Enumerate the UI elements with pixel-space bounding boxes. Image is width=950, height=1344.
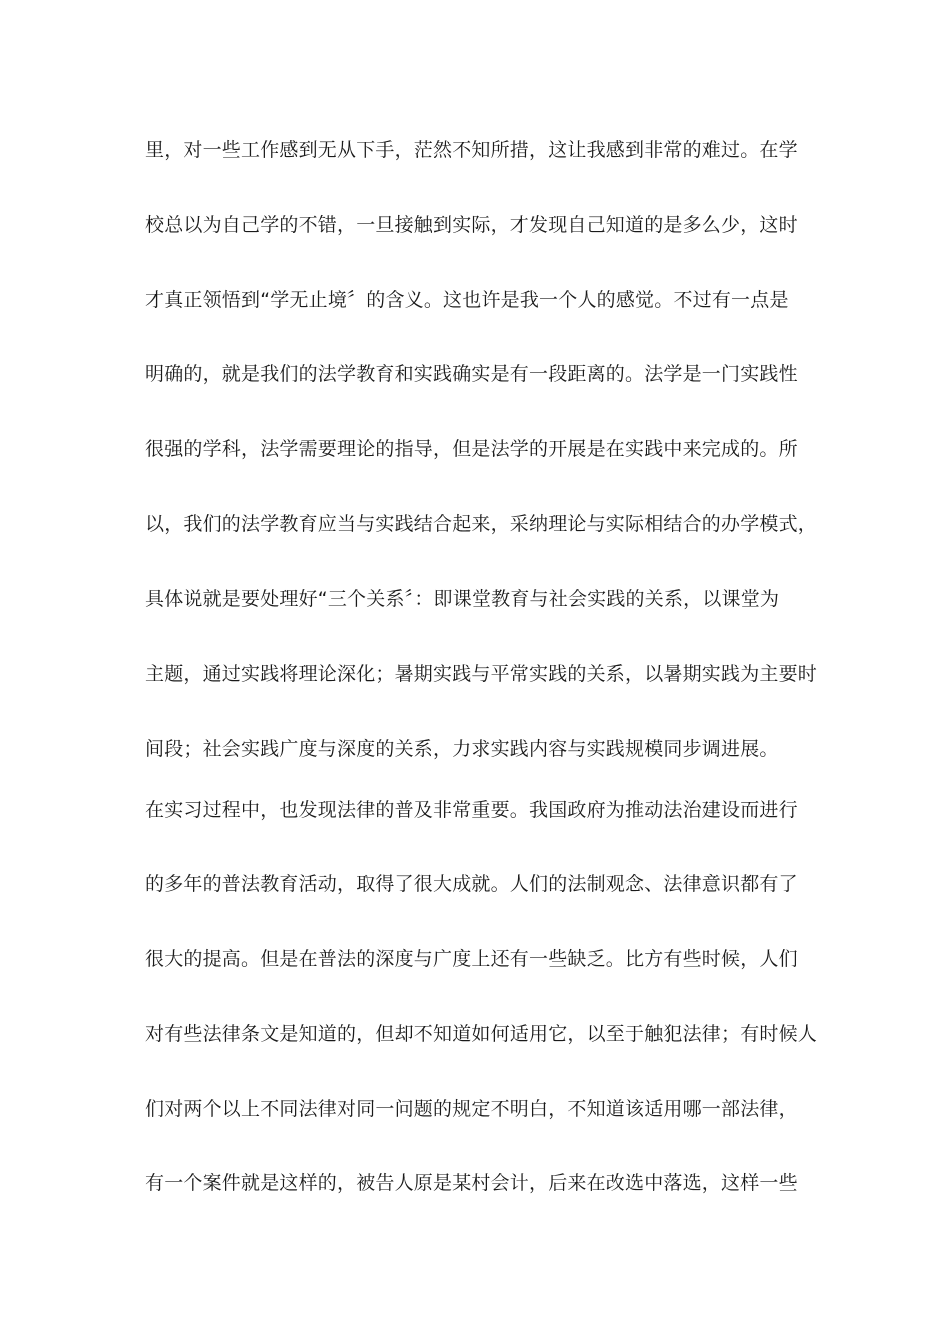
text-line: 很强的学科，法学需要理论的指导，但是法学的开展是在实践中来完成的。所 (145, 438, 798, 460)
text-line: 们对两个以上不同法律对同一问题的规定不明白，不知道该适用哪一部法律， (145, 1098, 798, 1120)
text-line: 以，我们的法学教育应当与实践结合起来，采纳理论与实际相结合的办学模式， (145, 513, 818, 535)
text-line: 间段；社会实践广度与深度的关系，力求实践内容与实践规模同步调进展。 (145, 738, 779, 760)
text-line: 才真正领悟到“学无止境〞的含义。这也许是我一个人的感觉。不过有一点是 (145, 289, 789, 311)
text-line: 有一个案件就是这样的，被告人原是某村会计，后来在改选中落选，这样一些 (145, 1172, 798, 1194)
text-line: 很大的提高。但是在普法的深度与广度上还有一些缺乏。比方有些时候，人们 (145, 948, 798, 970)
text-line: 里，对一些工作感到无从下手，茫然不知所措，这让我感到非常的难过。在学 (145, 139, 798, 161)
text-line: 校总以为自己学的不错，一旦接触到实际，才发现自己知道的是多么少，这时 (145, 214, 798, 236)
text-line: 的多年的普法教育活动，取得了很大成就。人们的法制观念、法律意识都有了 (145, 873, 798, 895)
text-line: 在实习过程中，也发现法律的普及非常重要。我国政府为推动法治建设而进行 (145, 799, 798, 821)
text-line: 具体说就是要处理好“三个关系〞：即课堂教育与社会实践的关系，以课堂为 (145, 588, 780, 610)
text-line: 主题，通过实践将理论深化；暑期实践与平常实践的关系，以暑期实践为主要时 (145, 663, 818, 685)
text-line: 对有些法律条文是知道的，但却不知道如何适用它，以至于触犯法律；有时候人 (145, 1023, 818, 1045)
text-line: 明确的，就是我们的法学教育和实践确实是有一段距离的。法学是一门实践性 (145, 363, 798, 385)
